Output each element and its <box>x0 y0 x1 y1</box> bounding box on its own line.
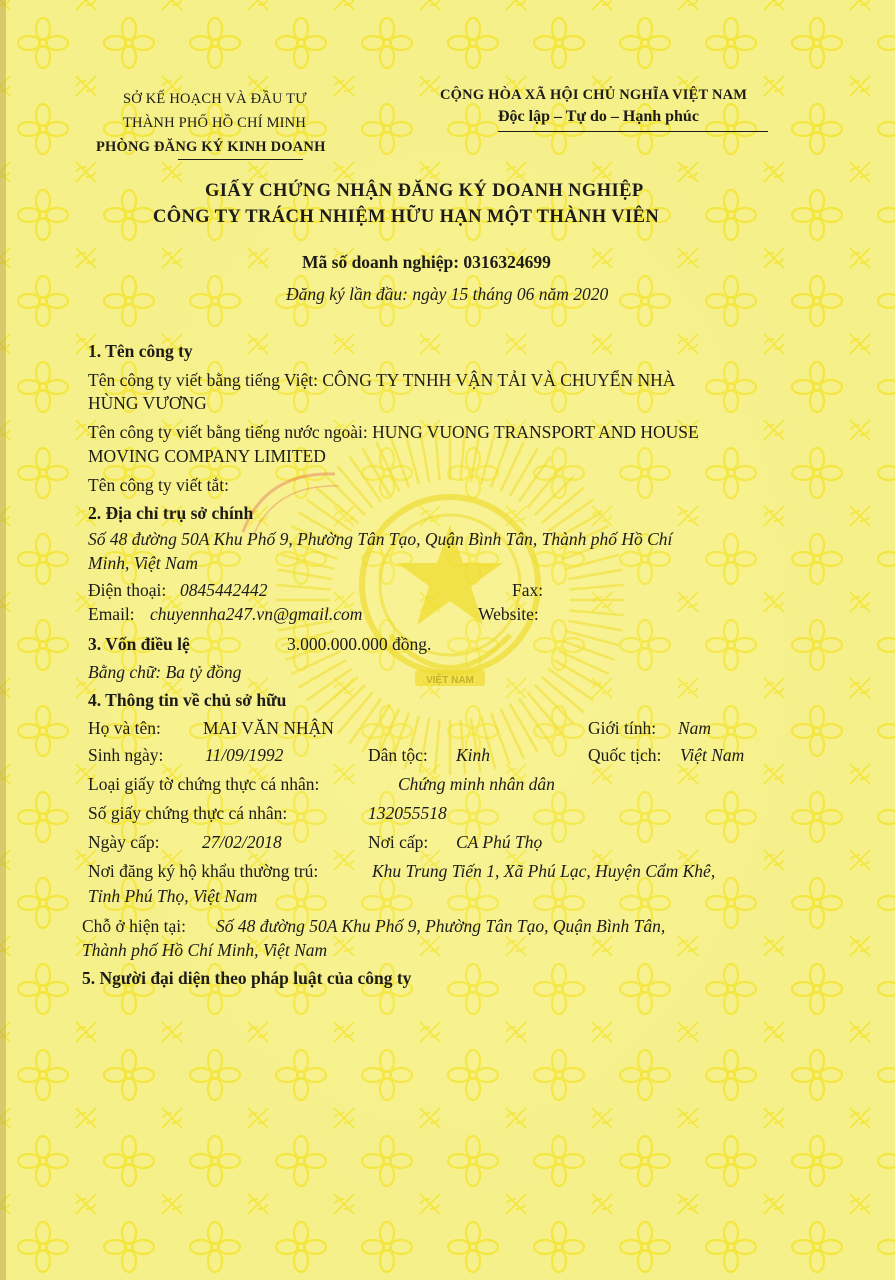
current-address-line1: Số 48 đường 50A Khu Phố 9, Phường Tân Tạo, Quận Bình Tân, <box>216 916 666 936</box>
id-type-value: Chứng minh nhân dân <box>398 774 555 794</box>
permanent-address-label: Nơi đăng ký hộ khẩu thường trú: <box>88 861 319 881</box>
agency-name: SỞ KẾ HOẠCH VÀ ĐẦU TƯ <box>123 91 307 107</box>
company-type: CÔNG TY TRÁCH NHIỆM HỮU HẠN MỘT THÀNH VIÊN <box>153 207 660 227</box>
motto-underline <box>498 131 768 132</box>
address-line2: Minh, Việt Nam <box>88 553 199 573</box>
short-name-label: Tên công ty viết tắt: <box>88 475 229 495</box>
permanent-address-line1: Khu Trung Tiến 1, Xã Phú Lạc, Huyện Cẩm Khê, <box>372 861 716 881</box>
national-emblem <box>355 485 545 715</box>
charter-capital: 3.000.000.000 đồng. <box>287 634 432 654</box>
dob-value: 11/09/1992 <box>205 745 284 765</box>
city-name: THÀNH PHỐ HỒ CHÍ MINH <box>123 115 307 131</box>
nationality-value: Việt Nam <box>680 745 745 765</box>
owner-name-label: Họ và tên: <box>88 718 161 738</box>
gender-value: Nam <box>678 718 712 738</box>
permanent-address-line2: Tỉnh Phú Thọ, Việt Nam <box>88 886 258 906</box>
website-label: Website: <box>478 604 539 624</box>
capital-in-words: Bằng chữ: Ba tỷ đồng <box>88 662 242 682</box>
section-2-heading: 2. Địa chỉ trụ sở chính <box>88 503 254 523</box>
vietnamese-name-line1: Tên công ty viết bằng tiếng Việt: CÔNG TY TNHH VẬN TẢI VÀ CHUYỂN NHÀ <box>88 370 676 390</box>
email-value: chuyennha247.vn@gmail.com <box>150 604 363 624</box>
foreign-name-line1: Tên công ty viết bằng tiếng nước ngoài: HUNG VUONG TRANSPORT AND HOUSE <box>88 422 699 442</box>
gender-label: Giới tính: <box>588 718 657 738</box>
phone-label: Điện thoại: <box>88 580 167 600</box>
current-address-label: Chỗ ở hiện tại: <box>82 916 187 936</box>
foreign-name-line2: MOVING COMPANY LIMITED <box>88 446 326 466</box>
republic-name: CỘNG HÒA XÃ HỘI CHỦ NGHĨA VIỆT NAM <box>440 87 748 103</box>
office-underline <box>178 159 303 160</box>
motto: Độc lập – Tự do – Hạnh phúc <box>498 108 699 125</box>
ethnicity-label: Dân tộc: <box>368 745 428 765</box>
issue-place-value: CA Phú Thọ <box>456 832 543 852</box>
section-3-heading: 3. Vốn điều lệ <box>88 634 190 654</box>
fax-label: Fax: <box>512 580 544 600</box>
ethnicity-value: Kinh <box>456 745 491 765</box>
section-1-heading: 1. Tên công ty <box>88 341 193 361</box>
enterprise-code: Mã số doanh nghiệp: 0316324699 <box>302 252 551 272</box>
office-name: PHÒNG ĐĂNG KÝ KINH DOANH <box>96 139 326 155</box>
section-4-heading: 4. Thông tin về chủ sở hữu <box>88 690 287 710</box>
first-registration-date: Đăng ký lần đầu: ngày 15 tháng 06 năm 2020 <box>286 284 609 304</box>
section-5-heading: 5. Người đại diện theo pháp luật của công ty <box>82 968 412 988</box>
id-number-value: 132055518 <box>368 803 447 823</box>
nationality-label: Quốc tịch: <box>588 745 662 765</box>
issue-date-value: 27/02/2018 <box>202 832 282 852</box>
phone-value: 0845442442 <box>180 580 268 600</box>
dob-label: Sinh ngày: <box>88 745 164 765</box>
owner-name: MAI VĂN NHẬN <box>203 718 334 738</box>
id-type-label: Loại giấy tờ chứng thực cá nhân: <box>88 774 320 794</box>
current-address-line2: Thành phố Hồ Chí Minh, Việt Nam <box>82 940 328 960</box>
document-title: GIẤY CHỨNG NHẬN ĐĂNG KÝ DOANH NGHIỆP <box>205 181 644 201</box>
emblem-text: VIỆT NAM <box>426 675 474 686</box>
vietnamese-name-line2: HÙNG VƯƠNG <box>88 393 207 413</box>
email-label: Email: <box>88 604 135 624</box>
issue-date-label: Ngày cấp: <box>88 832 160 852</box>
address-line1: Số 48 đường 50A Khu Phố 9, Phường Tân Tạo, Quận Bình Tân, Thành phố Hồ Chí <box>88 529 673 549</box>
issue-place-label: Nơi cấp: <box>368 832 429 852</box>
id-number-label: Số giấy chứng thực cá nhân: <box>88 803 288 823</box>
